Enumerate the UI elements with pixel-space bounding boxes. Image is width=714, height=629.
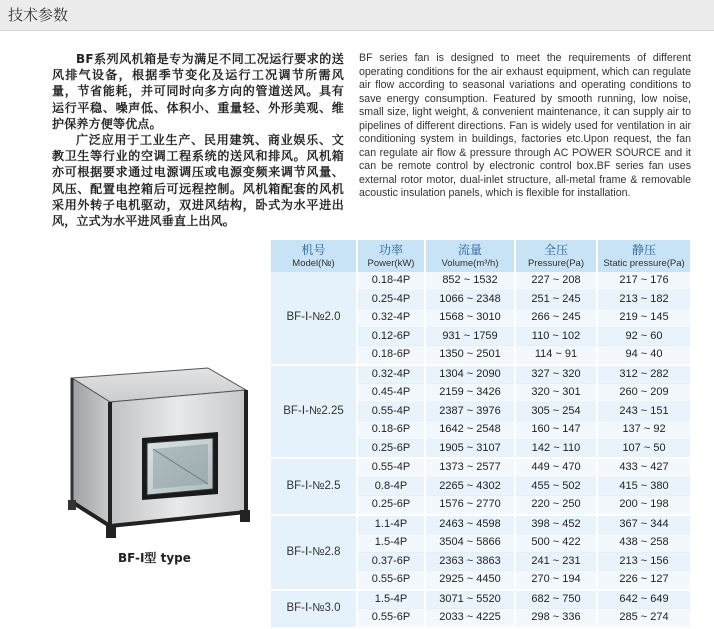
pressure-cell: 251 ~ 245 (515, 290, 597, 309)
pressure-cell: 142 ~ 110 (515, 439, 597, 458)
volume-cell: 1642 ~ 2548 (425, 421, 515, 440)
power-cell: 0.55-4P (357, 458, 425, 477)
power-cell: 0.8-4P (357, 477, 425, 496)
product-caption: BF-Ⅰ型 type (118, 551, 191, 565)
section-header (0, 0, 714, 31)
description-english (359, 52, 691, 201)
model-cell: BF-Ⅰ-№2.5 (271, 458, 357, 515)
power-cell: 0.55-6P (357, 571, 425, 590)
power-cell: 1.5-4P (357, 590, 425, 609)
header-power-cn: 功率 (378, 242, 403, 257)
static-pressure-cell: 285 ~ 274 (597, 609, 691, 628)
header-volume-cn: 流量 (457, 242, 482, 257)
header-volume (425, 240, 515, 272)
static-pressure-cell: 213 ~ 182 (597, 290, 691, 309)
pressure-cell: 160 ~ 147 (515, 421, 597, 440)
header-power-en: Power(kW) (367, 257, 415, 269)
model-cell: BF-Ⅰ-№2.8 (271, 515, 357, 590)
static-pressure-cell: 92 ~ 60 (597, 327, 691, 346)
pressure-cell: 682 ~ 750 (515, 590, 597, 609)
pressure-cell: 220 ~ 250 (515, 496, 597, 515)
static-pressure-cell: 642 ~ 649 (597, 590, 691, 609)
volume-cell: 1066 ~ 2348 (425, 290, 515, 309)
static-pressure-cell: 260 ~ 209 (597, 384, 691, 403)
table-row (271, 272, 691, 290)
header-model-cn: 机号 (301, 242, 326, 257)
power-cell: 0.25-6P (357, 496, 425, 515)
power-cell: 0.55-6P (357, 609, 425, 628)
volume-cell: 2925 ~ 4450 (425, 571, 515, 590)
pressure-cell: 398 ~ 452 (515, 515, 597, 534)
model-cell: BF-Ⅰ-№3.0 (271, 590, 357, 628)
pressure-cell: 227 ~ 208 (515, 272, 597, 290)
header-model (271, 240, 357, 272)
table-row (271, 515, 691, 534)
header-power (357, 240, 425, 272)
volume-cell: 1905 ~ 3107 (425, 439, 515, 458)
volume-cell: 2463 ~ 4598 (425, 515, 515, 534)
description-chinese (52, 51, 344, 229)
volume-cell: 3504 ~ 5866 (425, 534, 515, 553)
static-pressure-cell: 433 ~ 427 (597, 458, 691, 477)
volume-cell: 2033 ~ 4225 (425, 609, 515, 628)
static-pressure-cell: 94 ~ 40 (597, 346, 691, 365)
pressure-cell: 500 ~ 422 (515, 534, 597, 553)
power-cell: 0.18-6P (357, 421, 425, 440)
static-pressure-cell: 219 ~ 145 (597, 309, 691, 328)
pressure-cell: 455 ~ 502 (515, 477, 597, 496)
header-static-pressure-cn: 静压 (631, 242, 656, 257)
table-row (271, 590, 691, 609)
header-volume-en: Volume(m³/h) (441, 257, 499, 269)
spec-table (271, 240, 692, 629)
spec-table-body (271, 272, 691, 628)
static-pressure-cell: 137 ~ 92 (597, 421, 691, 440)
volume-cell: 1304 ~ 2090 (425, 365, 515, 384)
model-cell: BF-Ⅰ-№2.25 (271, 365, 357, 459)
description-en-paragraph: BF series fan is designed to meet the requirements of different operating conditions for the air exhaust equipment, which can regulate air flow according to seasonal variations and operating conditions to save energy consumption. Featured by smooth running, low noise, small size, light weight, & convenient maintenance, it can supply air to pipelines of different directions. Fan is widely used for ventilation in air conditioning system in buildings, factories etc.Upon request, the fan can regulate air flow & pressure through AC POWER SOURCE and it can be remote control by electronic control box.BF series fan uses external rotor motor, dual-inlet structure, all-metal frame & removable acoustic insulation panels, which is flexible for installation. (359, 52, 691, 199)
header-model-en: Model(№) (292, 257, 335, 269)
pressure-cell: 298 ~ 336 (515, 609, 597, 628)
volume-cell: 2265 ~ 4302 (425, 477, 515, 496)
volume-cell: 852 ~ 1532 (425, 272, 515, 290)
volume-cell: 1373 ~ 2577 (425, 458, 515, 477)
power-cell: 1.5-4P (357, 534, 425, 553)
header-pressure-en: Pressure(Pa) (528, 257, 584, 269)
table-row (271, 458, 691, 477)
volume-cell: 2363 ~ 3863 (425, 552, 515, 571)
pressure-cell: 327 ~ 320 (515, 365, 597, 384)
volume-cell: 2387 ~ 3976 (425, 402, 515, 421)
header-pressure (515, 240, 597, 272)
power-cell: 0.12-6P (357, 327, 425, 346)
power-cell: 0.18-6P (357, 346, 425, 365)
header-static-pressure-en: Static pressure(Pa) (603, 257, 685, 269)
spec-table-header-row (271, 240, 691, 272)
static-pressure-cell: 415 ~ 380 (597, 477, 691, 496)
power-cell: 0.55-4P (357, 402, 425, 421)
volume-cell: 2159 ~ 3426 (425, 384, 515, 403)
power-cell: 0.25-4P (357, 290, 425, 309)
pressure-cell: 320 ~ 301 (515, 384, 597, 403)
fan-box-illustration (50, 350, 260, 550)
volume-cell: 3071 ~ 5520 (425, 590, 515, 609)
model-cell: BF-Ⅰ-№2.0 (271, 272, 357, 365)
static-pressure-cell: 107 ~ 50 (597, 439, 691, 458)
description-cn-paragraph-2: 广泛应用于工业生产、民用建筑、商业娱乐、文教卫生等行业的空调工程系统的送风和排风。风机箱亦可根据要求通过电源调压或电源变频来调节风量、风压、配置电控箱后可远程控制。风机箱配套的风机采用外转子电机驱动，双进风结构，卧式为水平进出风，立式为水平进风垂直上出风。 (52, 133, 344, 229)
description-cn-paragraph-1: BF系列风机箱是专为满足不同工况运行要求的送风排气设备，根据季节变化及运行工况调节所需风量，节省能耗，并可同时向多方向的管道送风。具有运行平稳、噪声低、体积小、重量轻、外形美观、维护保养方便等优点。 (52, 52, 344, 131)
static-pressure-cell: 312 ~ 282 (597, 365, 691, 384)
static-pressure-cell: 200 ~ 198 (597, 496, 691, 515)
table-row (271, 365, 691, 384)
pressure-cell: 270 ~ 194 (515, 571, 597, 590)
power-cell: 0.32-4P (357, 309, 425, 328)
power-cell: 0.25-6P (357, 439, 425, 458)
static-pressure-cell: 243 ~ 151 (597, 402, 691, 421)
pressure-cell: 266 ~ 245 (515, 309, 597, 328)
pressure-cell: 110 ~ 102 (515, 327, 597, 346)
header-pressure-cn: 全压 (543, 242, 568, 257)
volume-cell: 1350 ~ 2501 (425, 346, 515, 365)
power-cell: 0.45-4P (357, 384, 425, 403)
pressure-cell: 241 ~ 231 (515, 552, 597, 571)
static-pressure-cell: 226 ~ 127 (597, 571, 691, 590)
product-image (50, 350, 260, 550)
pressure-cell: 305 ~ 254 (515, 402, 597, 421)
power-cell: 0.32-4P (357, 365, 425, 384)
power-cell: 0.37-6P (357, 552, 425, 571)
section-title: 技术参数 (8, 6, 69, 24)
power-cell: 1.1-4P (357, 515, 425, 534)
header-static-pressure (597, 240, 691, 272)
power-cell: 0.18-4P (357, 272, 425, 290)
volume-cell: 1568 ~ 3010 (425, 309, 515, 328)
pressure-cell: 114 ~ 91 (515, 346, 597, 365)
static-pressure-cell: 217 ~ 176 (597, 272, 691, 290)
volume-cell: 1576 ~ 2770 (425, 496, 515, 515)
static-pressure-cell: 213 ~ 156 (597, 552, 691, 571)
static-pressure-cell: 438 ~ 258 (597, 534, 691, 553)
pressure-cell: 449 ~ 470 (515, 458, 597, 477)
volume-cell: 931 ~ 1759 (425, 327, 515, 346)
static-pressure-cell: 367 ~ 344 (597, 515, 691, 534)
